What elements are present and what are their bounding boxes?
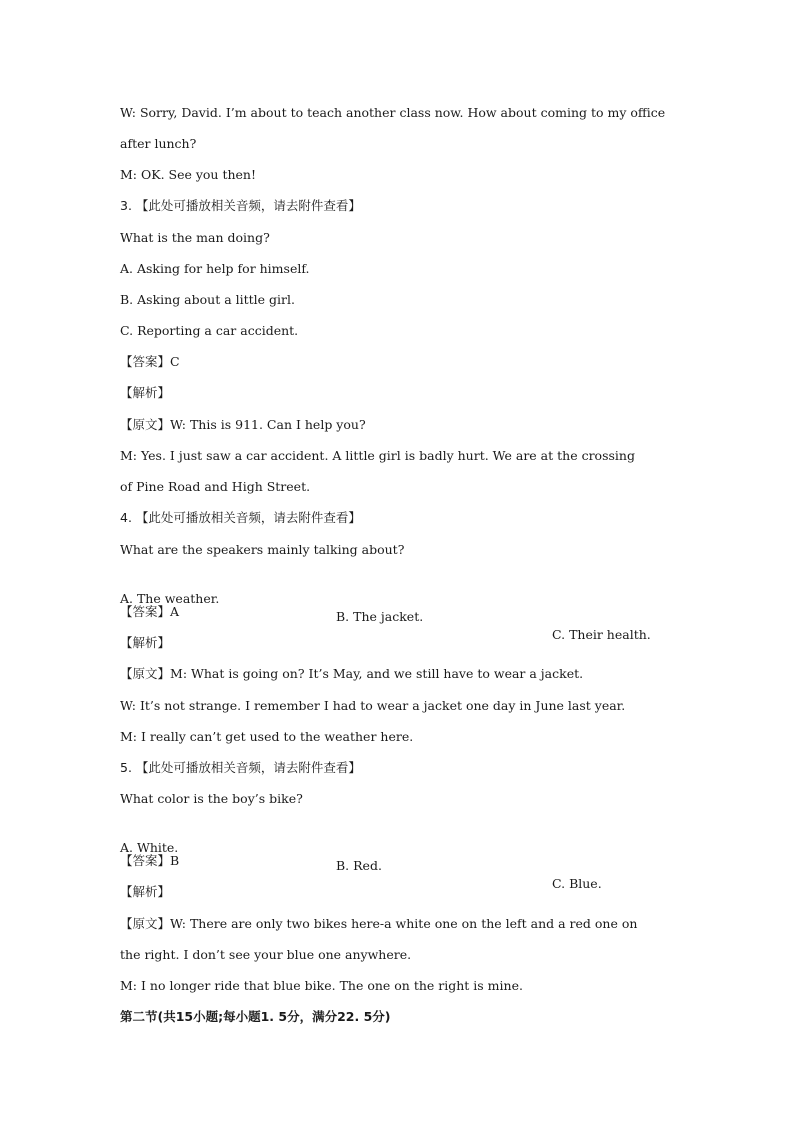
question-4-answer <box>120 603 179 621</box>
answer-label: 【答案】 <box>120 604 171 619</box>
answer-label: 【答案】 <box>120 354 171 369</box>
question-4-original-2: W: It’s not strange. I remember I had to wear a jacket one day in June last year. <box>120 698 626 713</box>
question-4-text: What are the speakers mainly talking about? <box>120 542 405 557</box>
answer-value: A <box>170 604 180 619</box>
answer-value: B <box>170 853 180 868</box>
dialogue-line: after lunch? <box>120 136 197 151</box>
question-3-title: 3. 【此处可播放相关音频，请去附件查看】 <box>120 198 361 213</box>
original-label: 【原文】 <box>120 916 171 931</box>
question-3-original-3: of Pine Road and High Street. <box>120 479 311 494</box>
question-5-option-a: A. White. <box>120 840 179 855</box>
question-3-text: What is the man doing? <box>120 230 270 245</box>
original-text: W: This is 911. Can I help you? <box>170 417 366 432</box>
section-2-heading: 第二节(共15小题;每小题1. 5分，满分22. 5分) <box>120 1009 391 1024</box>
question-4-title: 4. 【此处可播放相关音频，请去附件查看】 <box>120 510 361 525</box>
question-4-original-1 <box>120 665 583 683</box>
question-3-answer <box>120 353 180 371</box>
question-4-original-3: M: I really can’t get used to the weather here. <box>120 729 414 744</box>
question-5-answer <box>120 852 179 870</box>
question-5-option-c: C. Blue. <box>552 876 602 891</box>
question-5-analysis: 【解析】 <box>120 884 171 899</box>
original-text: W: There are only two bikes here-a white one on the left and a red one on <box>170 916 638 931</box>
question-5-original-2: the right. I don’t see your blue one anywhere. <box>120 947 412 962</box>
question-5-title: 5. 【此处可播放相关音频，请去附件查看】 <box>120 760 361 775</box>
question-4-option-a: A. The weather. <box>120 591 220 606</box>
question-4-option-b: B. The jacket. <box>336 609 424 624</box>
question-4-option-c: C. Their health. <box>552 627 651 642</box>
question-5-original-1 <box>120 915 637 933</box>
question-3-option-c: C. Reporting a car accident. <box>120 323 299 338</box>
original-text: M: What is going on? It’s May, and we still have to wear a jacket. <box>170 666 584 681</box>
question-3-original-1 <box>120 416 366 434</box>
dialogue-line: W: Sorry, David. I’m about to teach another class now. How about coming to my office <box>120 105 666 120</box>
question-3-original-2: M: Yes. I just saw a car accident. A little girl is badly hurt. We are at the crossing <box>120 448 635 463</box>
question-5-option-b: B. Red. <box>336 858 382 873</box>
question-5-text: What color is the boy’s bike? <box>120 791 303 806</box>
question-3-option-b: B. Asking about a little girl. <box>120 292 295 307</box>
dialogue-line: M: OK. See you then! <box>120 167 257 182</box>
answer-value: C <box>170 354 180 369</box>
original-label: 【原文】 <box>120 417 171 432</box>
question-5-original-3: M: I no longer ride that blue bike. The one on the right is mine. <box>120 978 523 993</box>
question-3-analysis: 【解析】 <box>120 385 171 400</box>
question-3-option-a: A. Asking for help for himself. <box>120 261 310 276</box>
original-label: 【原文】 <box>120 666 171 681</box>
answer-label: 【答案】 <box>120 853 171 868</box>
question-4-analysis: 【解析】 <box>120 635 171 650</box>
